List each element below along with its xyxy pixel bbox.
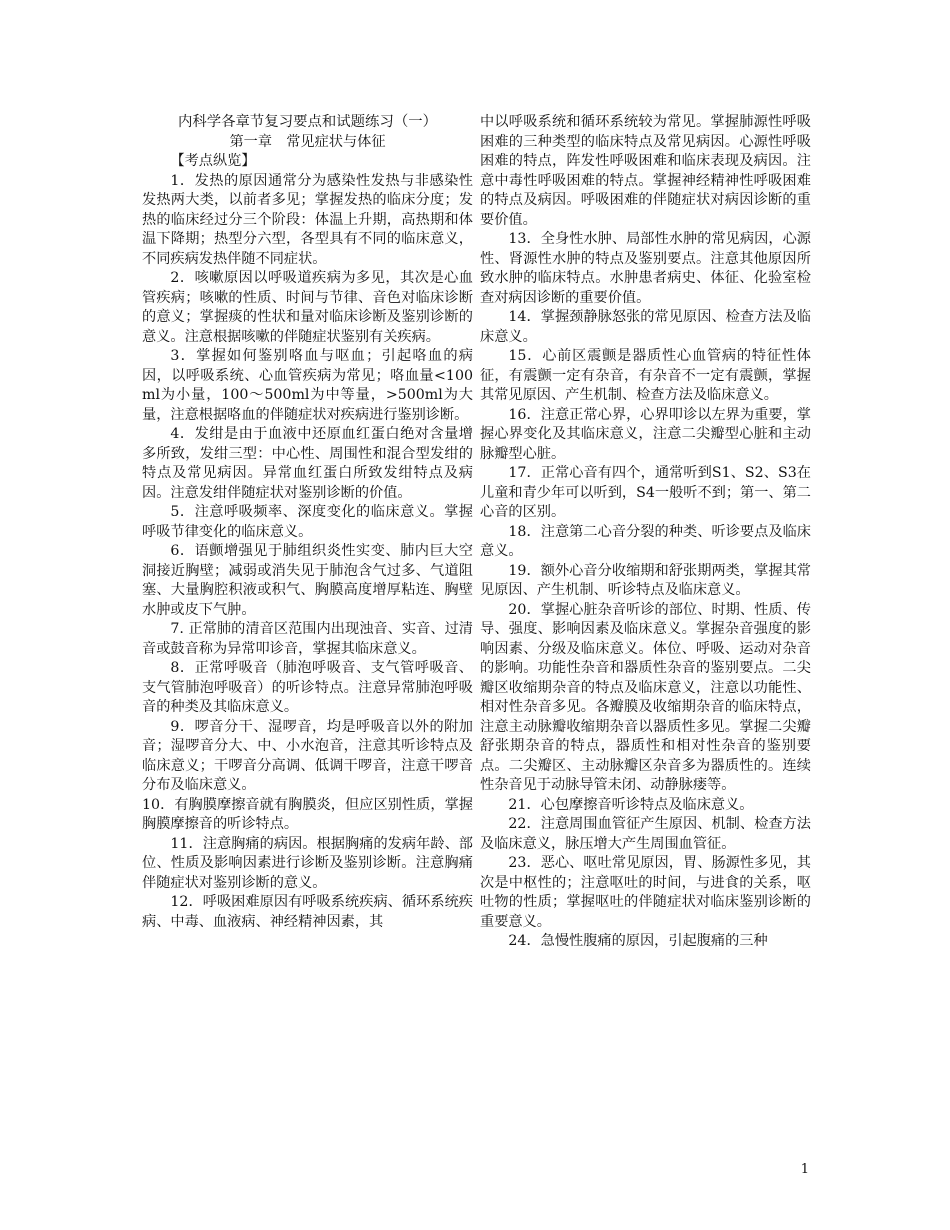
paragraph: 20．掌握心脏杂音听诊的部位、时期、性质、传导、强度、影响因素及临床意义。掌握杂音强度的影响因素、分级及临床意义。体位、呼吸、运动对杂音的影响。功能性杂音和器质性杂音的鉴别要点。二尖瓣区收缩期杂音的特点及临床意义，注意以功能性、相对性杂音多见。各瓣膜及收缩期杂音的临床特点，注意主动脉瓣收缩期杂音以器质性多见。掌握二尖瓣舒张期杂音的特点，器质性和相对性杂音的鉴别要点。二尖瓣区、主动脉瓣区杂音多为器质性的。连续性杂音见于动脉导管未闭、动静脉瘘等。 [480, 601, 811, 793]
paragraph: 4．发绀是由于血液中还原血红蛋白绝对含量增多所致，发绀三型：中心性、周围性和混合型发绀的特点及常见病因。异常血红蛋白所致发绀特点及病因。注意发绀伴随症状对鉴别诊断的价值。 [142, 426, 473, 501]
paragraph: 6．语颤增强见于肺组织炎性实变、肺内巨大空洞接近胸壁；减弱或消失见于肺泡含气过多、气道阻塞、大量胸腔积液或积气、胸膜高度增厚粘连、胸壁水肿或皮下气肿。 [142, 543, 473, 618]
left-paragraphs [142, 172, 473, 933]
paragraph: 8．正常呼吸音（肺泡呼吸音、支气管呼吸音、支气管肺泡呼吸音）的听诊特点。注意异常肺泡呼吸音的种类及其临床意义。 [142, 660, 473, 715]
paragraph: 17．正常心音有四个，通常听到S1、S2、S3在儿童和青少年可以听到，S4一般听不到；第一、第二心音的区别。 [480, 465, 811, 520]
paragraph: 12．呼吸困难原因有呼吸系统疾病、循环系统疾病、中毒、血液病、神经精神因素，其 [142, 894, 473, 930]
paragraph: 5．注意呼吸频率、深度变化的临床意义。掌握呼吸节律变化的临床意义。 [142, 504, 473, 540]
chapter-heading: 第一章 常见症状与体征 [229, 133, 386, 150]
right-column [480, 113, 811, 952]
paragraph: 13．全身性水肿、局部性水肿的常见病因，心源性、肾源性水肿的特点及鉴别要点。注意其他原因所致水肿的临床特点。水肿患者病史、体征、化验室检查对病因诊断的重要价值。 [480, 231, 811, 306]
paragraph: 24．急慢性腹痛的原因，引起腹痛的三种 [508, 933, 768, 949]
section-heading: 【考点纵览】 [170, 153, 256, 169]
paragraph: 15．心前区震颤是器质性心血管病的特征性体征，有震颤一定有杂音，有杂音不一定有震颤，掌握其常见原因、产生机制、检查方法及临床意义。 [480, 348, 811, 403]
paragraph: 11．注意胸痛的病因。根据胸痛的发病年龄、部位、性质及影响因素进行诊断及鉴别诊断。注意胸痛伴随症状对鉴别诊断的意义。 [142, 835, 473, 891]
paragraph: 1．发热的原因通常分为感染性发热与非感染性发热两大类，以前者多见；掌握发热的临床分度；发热的临床经过分三个阶段：体温上升期，高热期和体温下降期；热型分六型，各型具有不同的临床意义，不同疾病发热伴随不同症状。 [142, 172, 473, 267]
paragraph: 3．掌握如何鉴别咯血与呕血；引起咯血的病因，以呼吸系统、心血管疾病为常见；咯血量<100ml为小量，100～500ml为中等量，>500ml为大量，注意根据咯血的伴随症状对疾病进行鉴别诊断。 [142, 348, 473, 423]
paragraph: 23．恶心、呕吐常见原因，胃、肠源性多见，其次是中枢性的；注意呕吐的时间，与进食的关系，呕吐物的性质；掌握呕吐的伴随症状对临床鉴别诊断的重要意义。 [480, 855, 811, 930]
paragraph: 14．掌握颈静脉怒张的常见原因、检查方法及临床意义。 [480, 309, 811, 345]
paragraph: 7. 正常肺的清音区范围内出现浊音、实音、过清音或鼓音称为异常叩诊音，掌握其临床意义。 [142, 621, 473, 657]
paragraph: 18．注意第二心音分裂的种类、听诊要点及临床意义。 [480, 523, 811, 559]
paragraph: 19．额外心音分收缩期和舒张期两类，掌握其常见原因、产生机制、听诊特点及临床意义。 [480, 562, 811, 598]
right-paragraphs [480, 113, 811, 952]
paragraph: 16．注意正常心界，心界叩诊以左界为重要，掌握心界变化及其临床意义，注意二尖瓣型心脏和主动脉瓣型心脏。 [480, 406, 811, 462]
paragraph: 2．咳嗽原因以呼吸道疾病为多见，其次是心血管疾病；咳嗽的性质、时间与节律、音色对临床诊断的意义；掌握痰的性状和量对临床诊断及鉴别诊断的意义。注意根据咳嗽的伴随症状鉴别有关疾病。 [142, 270, 473, 345]
paragraph: 9．啰音分干、湿啰音，均是呼吸音以外的附加音；湿啰音分大、中、小水泡音，注意其听诊特点及临床意义；干啰音分高调、低调干啰音，注意干啰音分布及临床意义。 [142, 718, 473, 793]
left-column [142, 113, 473, 932]
paragraph: 10．有胸膜摩擦音就有胸膜炎，但应区别性质，掌握胸膜摩擦音的听诊特点。 [142, 796, 473, 832]
paragraph: 21．心包摩擦音听诊特点及临床意义。 [508, 796, 754, 813]
document-title: 内科学各章节复习要点和试题练习（一） [177, 114, 438, 130]
page-number: 1 [800, 1162, 809, 1177]
paragraph: 中以呼吸系统和循环系统较为常见。掌握肺源性呼吸困难的三种类型的临床特点及常见病因。心源性呼吸困难的特点，阵发性呼吸困难和临床表现及病因。注意中毒性呼吸困难的特点。掌握神经精神性呼吸困难的特点及病因。呼吸困难的伴随症状对病因诊断的重要价值。 [480, 114, 811, 228]
paragraph: 22．注意周围血管征产生原因、机制、检查方法及临床意义，脉压增大产生周围血管征。 [480, 816, 811, 852]
